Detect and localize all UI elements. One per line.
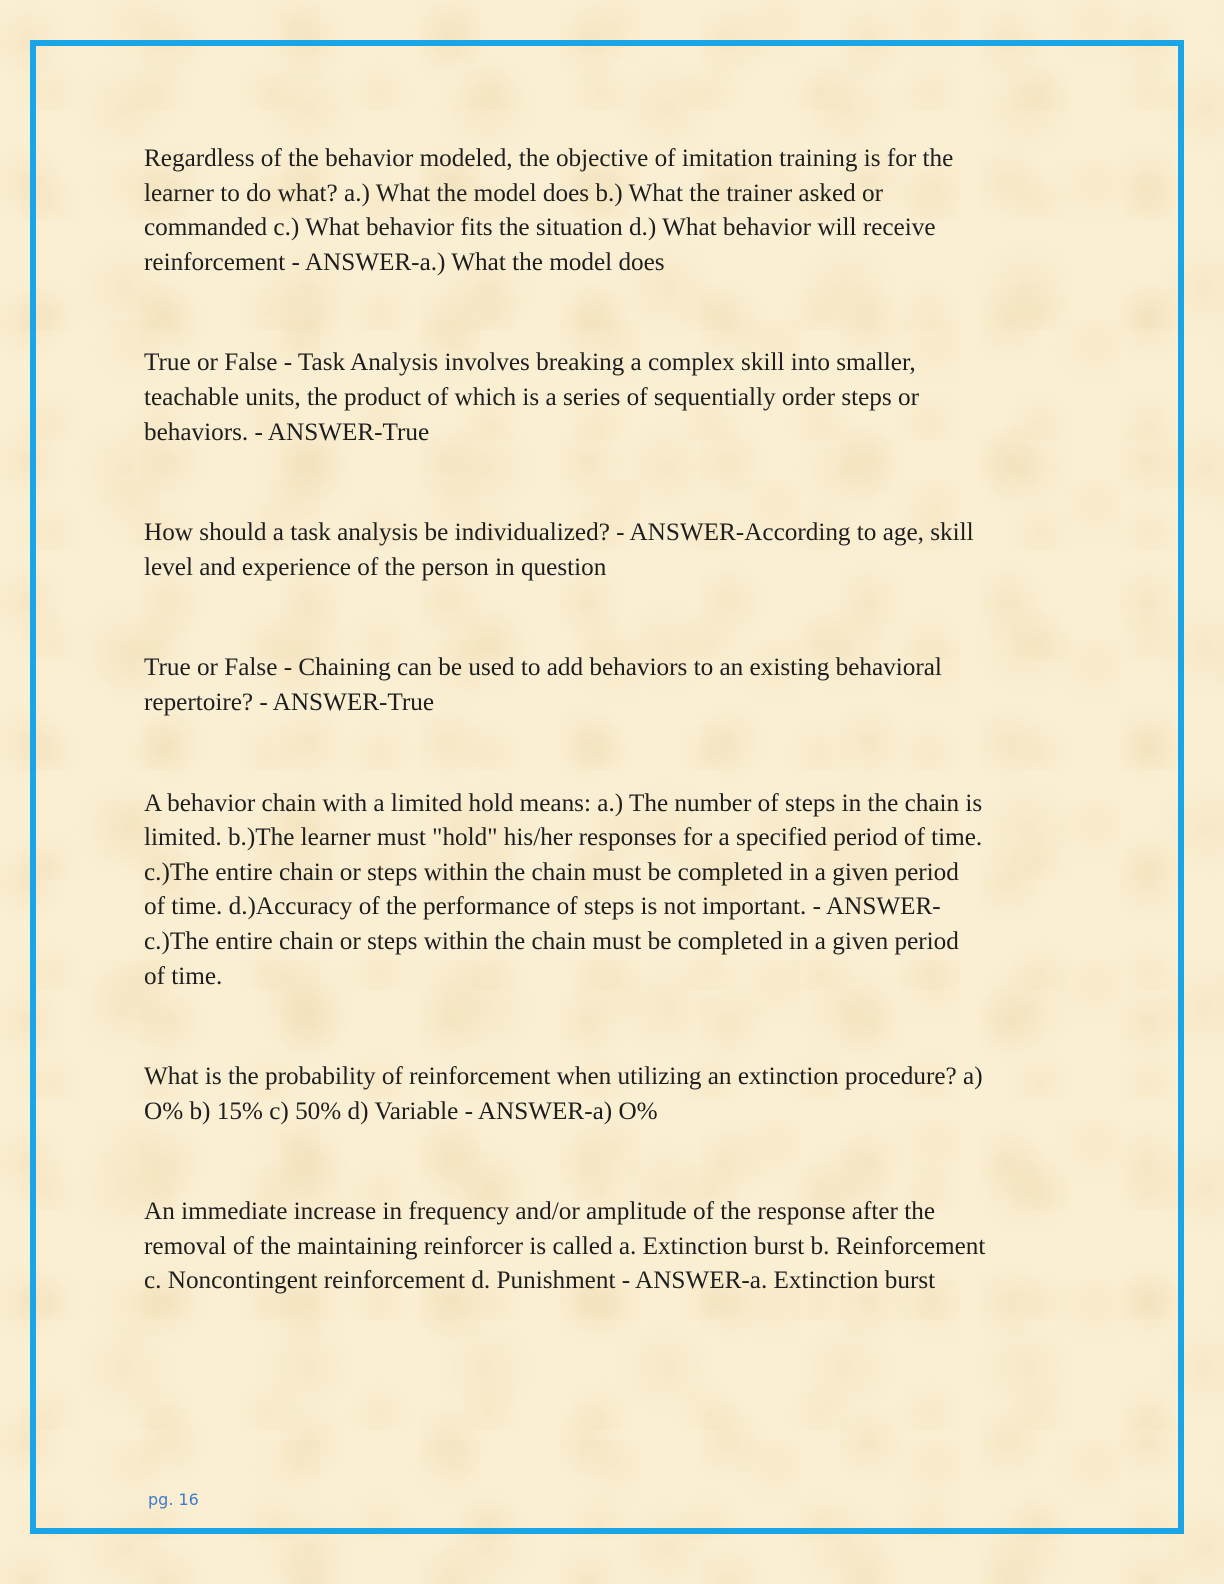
qa-item-imitation-training: Regardless of the behavior modeled, the objective of imitation training is for the learner to do what? a.) What the model does b.) What the trainer asked or commanded c.) What behavior fits the situation d.) What behavior will receive reinforcement - ANSWER-a.) What the model does — [144, 145, 954, 276]
page-number: pg. 16 — [148, 1490, 199, 1509]
qa-list — [144, 142, 1094, 1365]
qa-item-individualized-task-analysis: How should a task analysis be individualized? - ANSWER-According to age, skill level and experience of the person in question — [144, 519, 974, 581]
qa-item-task-analysis: True or False - Task Analysis involves breaking a complex skill into smaller, teachable units, the product of which is a series of sequentially order steps or behaviors. - ANSWER-True — [144, 349, 919, 446]
qa-item-extinction-probability: What is the probability of reinforcement when utilizing an extinction procedure? a) O% b) 15% c) 50% d) Variable - ANSWER-a) O% — [144, 1063, 983, 1125]
qa-item-extinction-burst: An immediate increase in frequency and/or amplitude of the response after the removal of the maintaining reinforcer is called a. Extinction burst b. Reinforcement c. Noncontingent reinforcement d. Punishment - ANSWER-a. Extinction burst — [144, 1198, 986, 1295]
qa-item-limited-hold: A behavior chain with a limited hold means: a.) The number of steps in the chain is limited. b.)The learner must "hold" his/her responses for a specified period of time. c.)The entire chain or steps within the chain must be completed in a given period of time. d.)Accuracy of the performance of steps is not important. - ANSWER- c.)The entire chain or steps within the chain must be completed in a given period of time. — [144, 789, 983, 990]
qa-item-chaining: True or False - Chaining can be used to add behaviors to an existing behavioral repertoire? - ANSWER-True — [144, 654, 942, 716]
